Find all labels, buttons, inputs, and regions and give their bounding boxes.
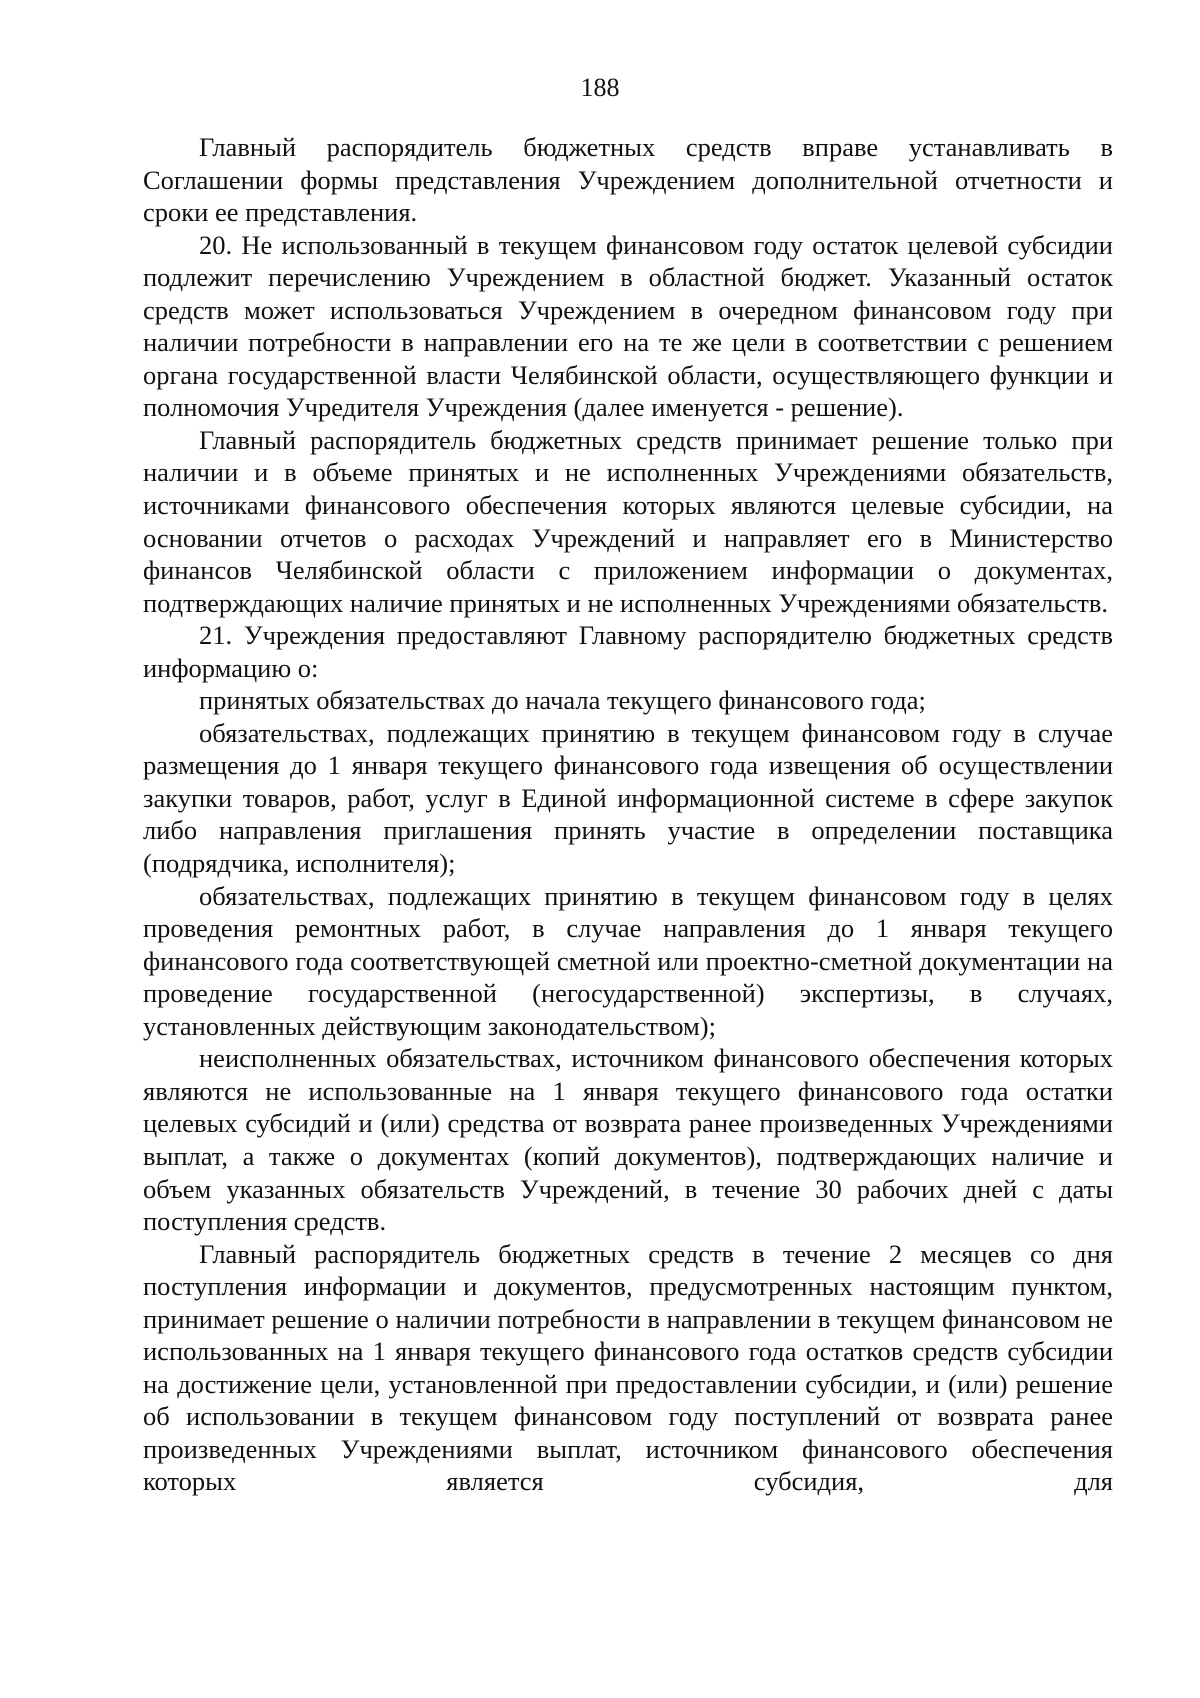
page-number: 188 (580, 73, 620, 102)
list-item-repair-obligations: обязательствах, подлежащих принятию в текущем финансовом году в целях проведения ремонтных работ, в случае направления до 1 января текущего финансового года соответствующей сметной или проектно-сметной документации на проведение государственной (негосударственной) экспертизы, в случаях, установленных действующим законодательством); (143, 880, 1113, 1041)
list-item-accepted-obligations: принятых обязательствах до начала текущего финансового года; (199, 685, 926, 716)
list-item-procurement-obligations: обязательствах, подлежащих принятию в текущем финансовом году в случае размещения до 1 января текущего финансового года извещения об осуществлении закупки товаров, работ, услуг в Единой информационной системе в сфере закупок либо направления приглашения принять участие в определении поставщика (подрядчика, исполнителя); (143, 717, 1113, 879)
paragraph-item-21: 21. Учреждения предоставляют Главному распорядителю бюджетных средств информацию о: (143, 620, 1113, 683)
paragraph-reporting-forms: Главный распорядитель бюджетных средств вправе устанавливать в Соглашении формы представления Учреждением дополнительной отчетности и сроки ее представления. (143, 132, 1113, 228)
paragraph-item-20: 20. Не использованный в текущем финансовом году остаток целевой субсидии подлежит перечислению Учреждением в областной бюджет. Указанный остаток средств может использоваться Учреждением в очередном финансовом году при наличии потребности в направлении его на те же цели в соответствии с решением органа государственной власти Челябинской области, осуществляющего функции и полномочия Учредителя Учреждения (далее именуется - решение). (143, 229, 1113, 423)
paragraph-decision: Главный распорядитель бюджетных средств принимает решение только при наличии и в объеме принятых и не исполненных Учреждениями обязательств, источниками финансового обеспечения которых являются целевые субсидии, на основании отчетов о расходах Учреждений и направляет его в Министерство финансов Челябинской области с приложением информации о документах, подтверждающих наличие принятых и не исполненных Учреждениями обязательств. (143, 424, 1113, 618)
document-body (143, 131, 1113, 1498)
paragraph-decision-deadline: Главный распорядитель бюджетных средств в течение 2 месяцев со дня поступления информации и документов, предусмотренных настоящим пунктом, принимает решение о наличии потребности в направлении в текущем финансовом не использованных на 1 января текущего финансового года остатков средств субсидии на достижение цели, установленной при предоставлении субсидии, и (или) решение об использовании в текущем финансовом году поступлений от возврата ранее произведенных Учреждениями выплат, источником финансового обеспечения которых является субсидия, для (143, 1238, 1113, 1497)
list-item-unfulfilled-obligations: неисполненных обязательствах, источником финансового обеспечения которых являются не использованные на 1 января текущего финансового года остатки целевых субсидий и (или) средства от возврата ранее произведенных Учреждениями выплат, а также о документах (копий документов), подтверждающих наличие и объем указанных обязательств Учреждений, в течение 30 рабочих дней с даты поступления средств. (143, 1043, 1113, 1237)
